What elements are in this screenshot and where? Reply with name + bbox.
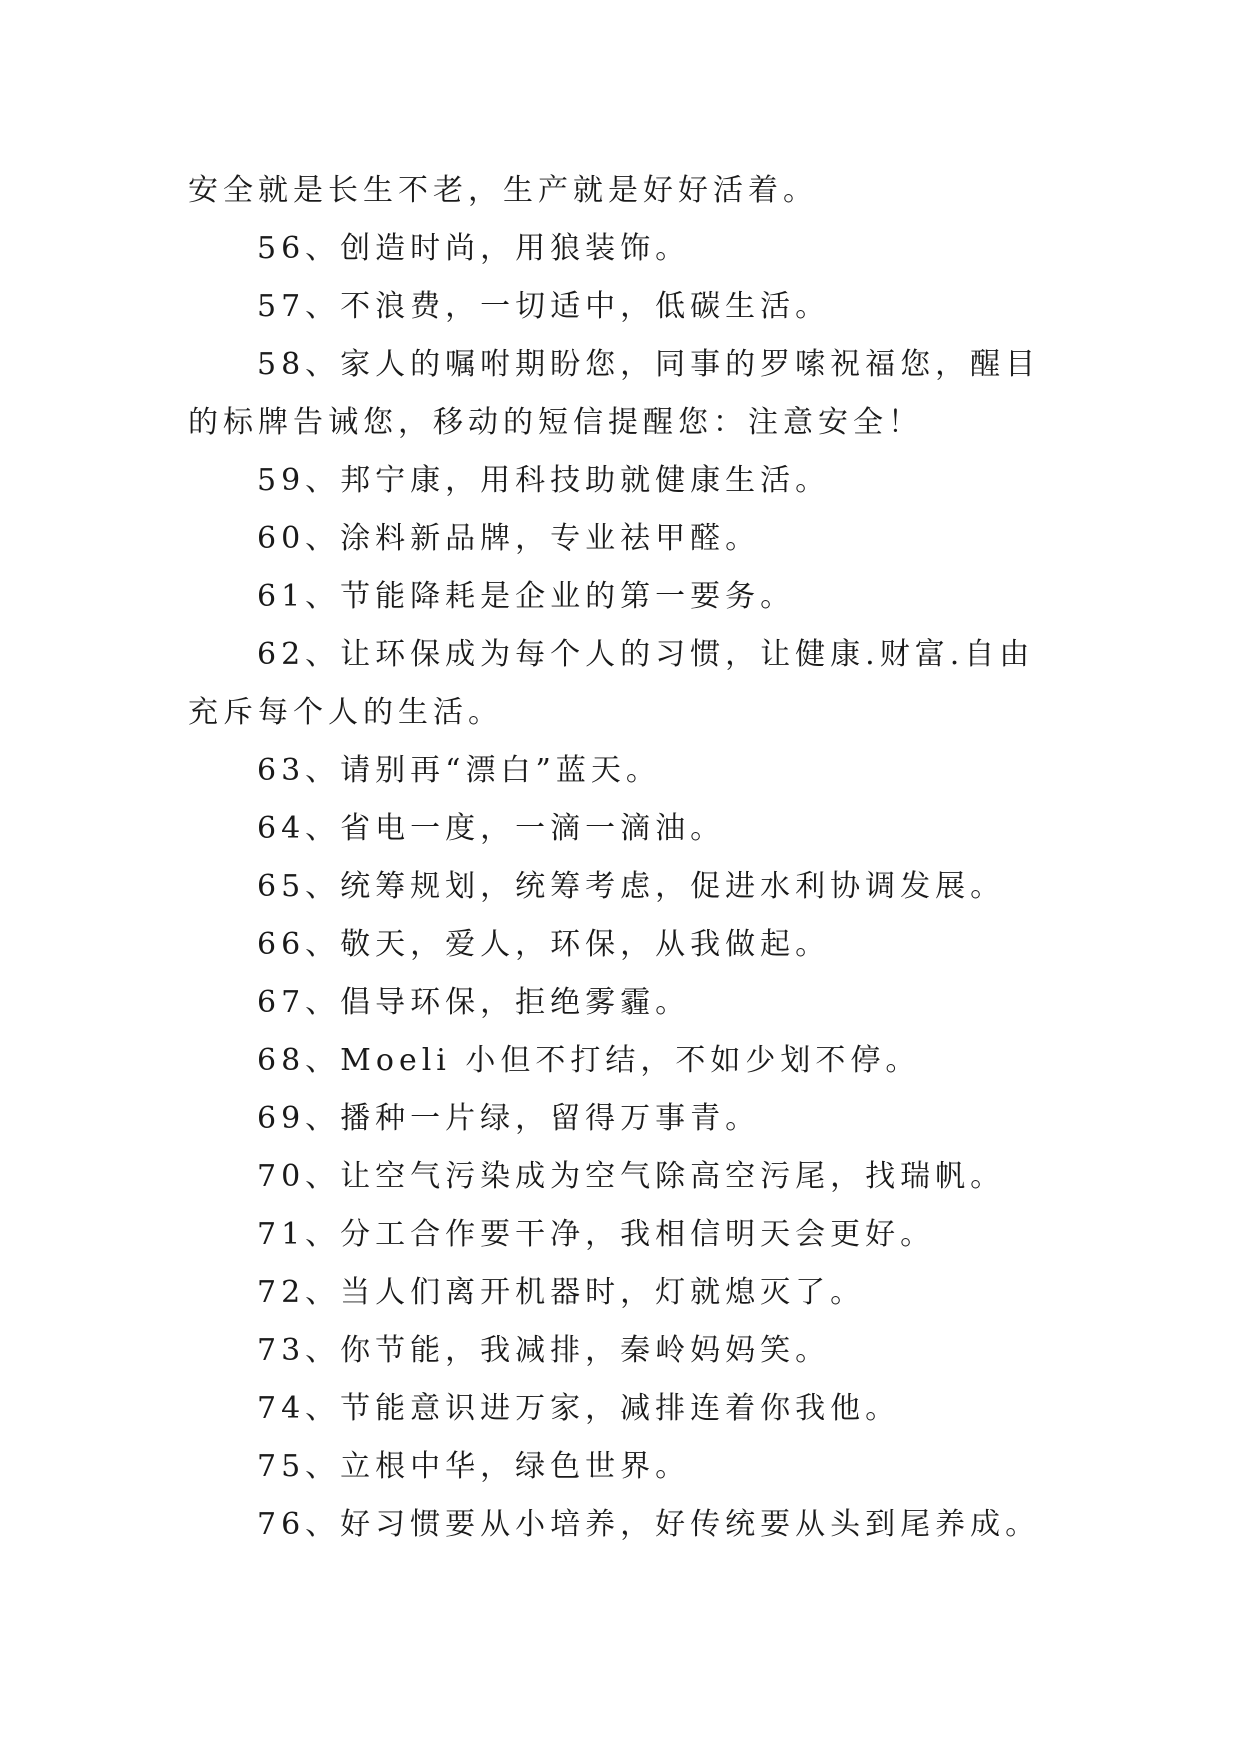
list-item: 65、统筹规划，统筹考虑，促进水利协调发展。 [257, 869, 1006, 904]
list-item: 70、让空气污染成为空气除高空污尾，找瑞帆。 [257, 1159, 1006, 1194]
list-item: 60、涂料新品牌，专业祛甲醛。 [257, 521, 761, 556]
document-body [188, 162, 1058, 1554]
list-item: 67、倡导环保，拒绝雾霾。 [257, 985, 691, 1020]
list-item: 71、分工合作要干净，我相信明天会更好。 [257, 1217, 936, 1252]
list-item: 61、节能降耗是企业的第一要务。 [257, 579, 796, 614]
list-item: 75、立根中华，绿色世界。 [257, 1449, 691, 1484]
list-item: 57、不浪费，一切适中，低碳生活。 [257, 289, 831, 324]
list-item: 72、当人们离开机器时，灯就熄灭了。 [257, 1275, 866, 1310]
list-item: 58、家人的嘱咐期盼您，同事的罗嗦祝福您，醒目的标牌告诫您，移动的短信提醒您：注意安全！ [188, 347, 1041, 440]
list-item: 59、邦宁康，用科技助就健康生活。 [257, 463, 831, 498]
list-item: 68、Moeli 小但不打结，不如少划不停。 [257, 1043, 921, 1078]
list-item: 74、节能意识进万家，减排连着你我他。 [257, 1391, 901, 1426]
list-item: 73、你节能，我减排，秦岭妈妈笑。 [257, 1333, 831, 1368]
paragraph-continuation: 安全就是长生不老，生产就是好好活着。 [188, 173, 818, 208]
list-item: 76、好习惯要从小培养，好传统要从头到尾养成。 [257, 1507, 1041, 1542]
list-item: 64、省电一度，一滴一滴油。 [257, 811, 726, 846]
list-item: 56、创造时尚，用狼装饰。 [257, 231, 691, 266]
list-item: 63、请别再“漂白”蓝天。 [257, 753, 661, 788]
list-item: 69、播种一片绿，留得万事青。 [257, 1101, 761, 1136]
list-item: 66、敬天，爱人，环保，从我做起。 [257, 927, 831, 962]
list-item: 62、让环保成为每个人的习惯，让健康.财富.自由充斥每个人的生活。 [188, 637, 1035, 730]
